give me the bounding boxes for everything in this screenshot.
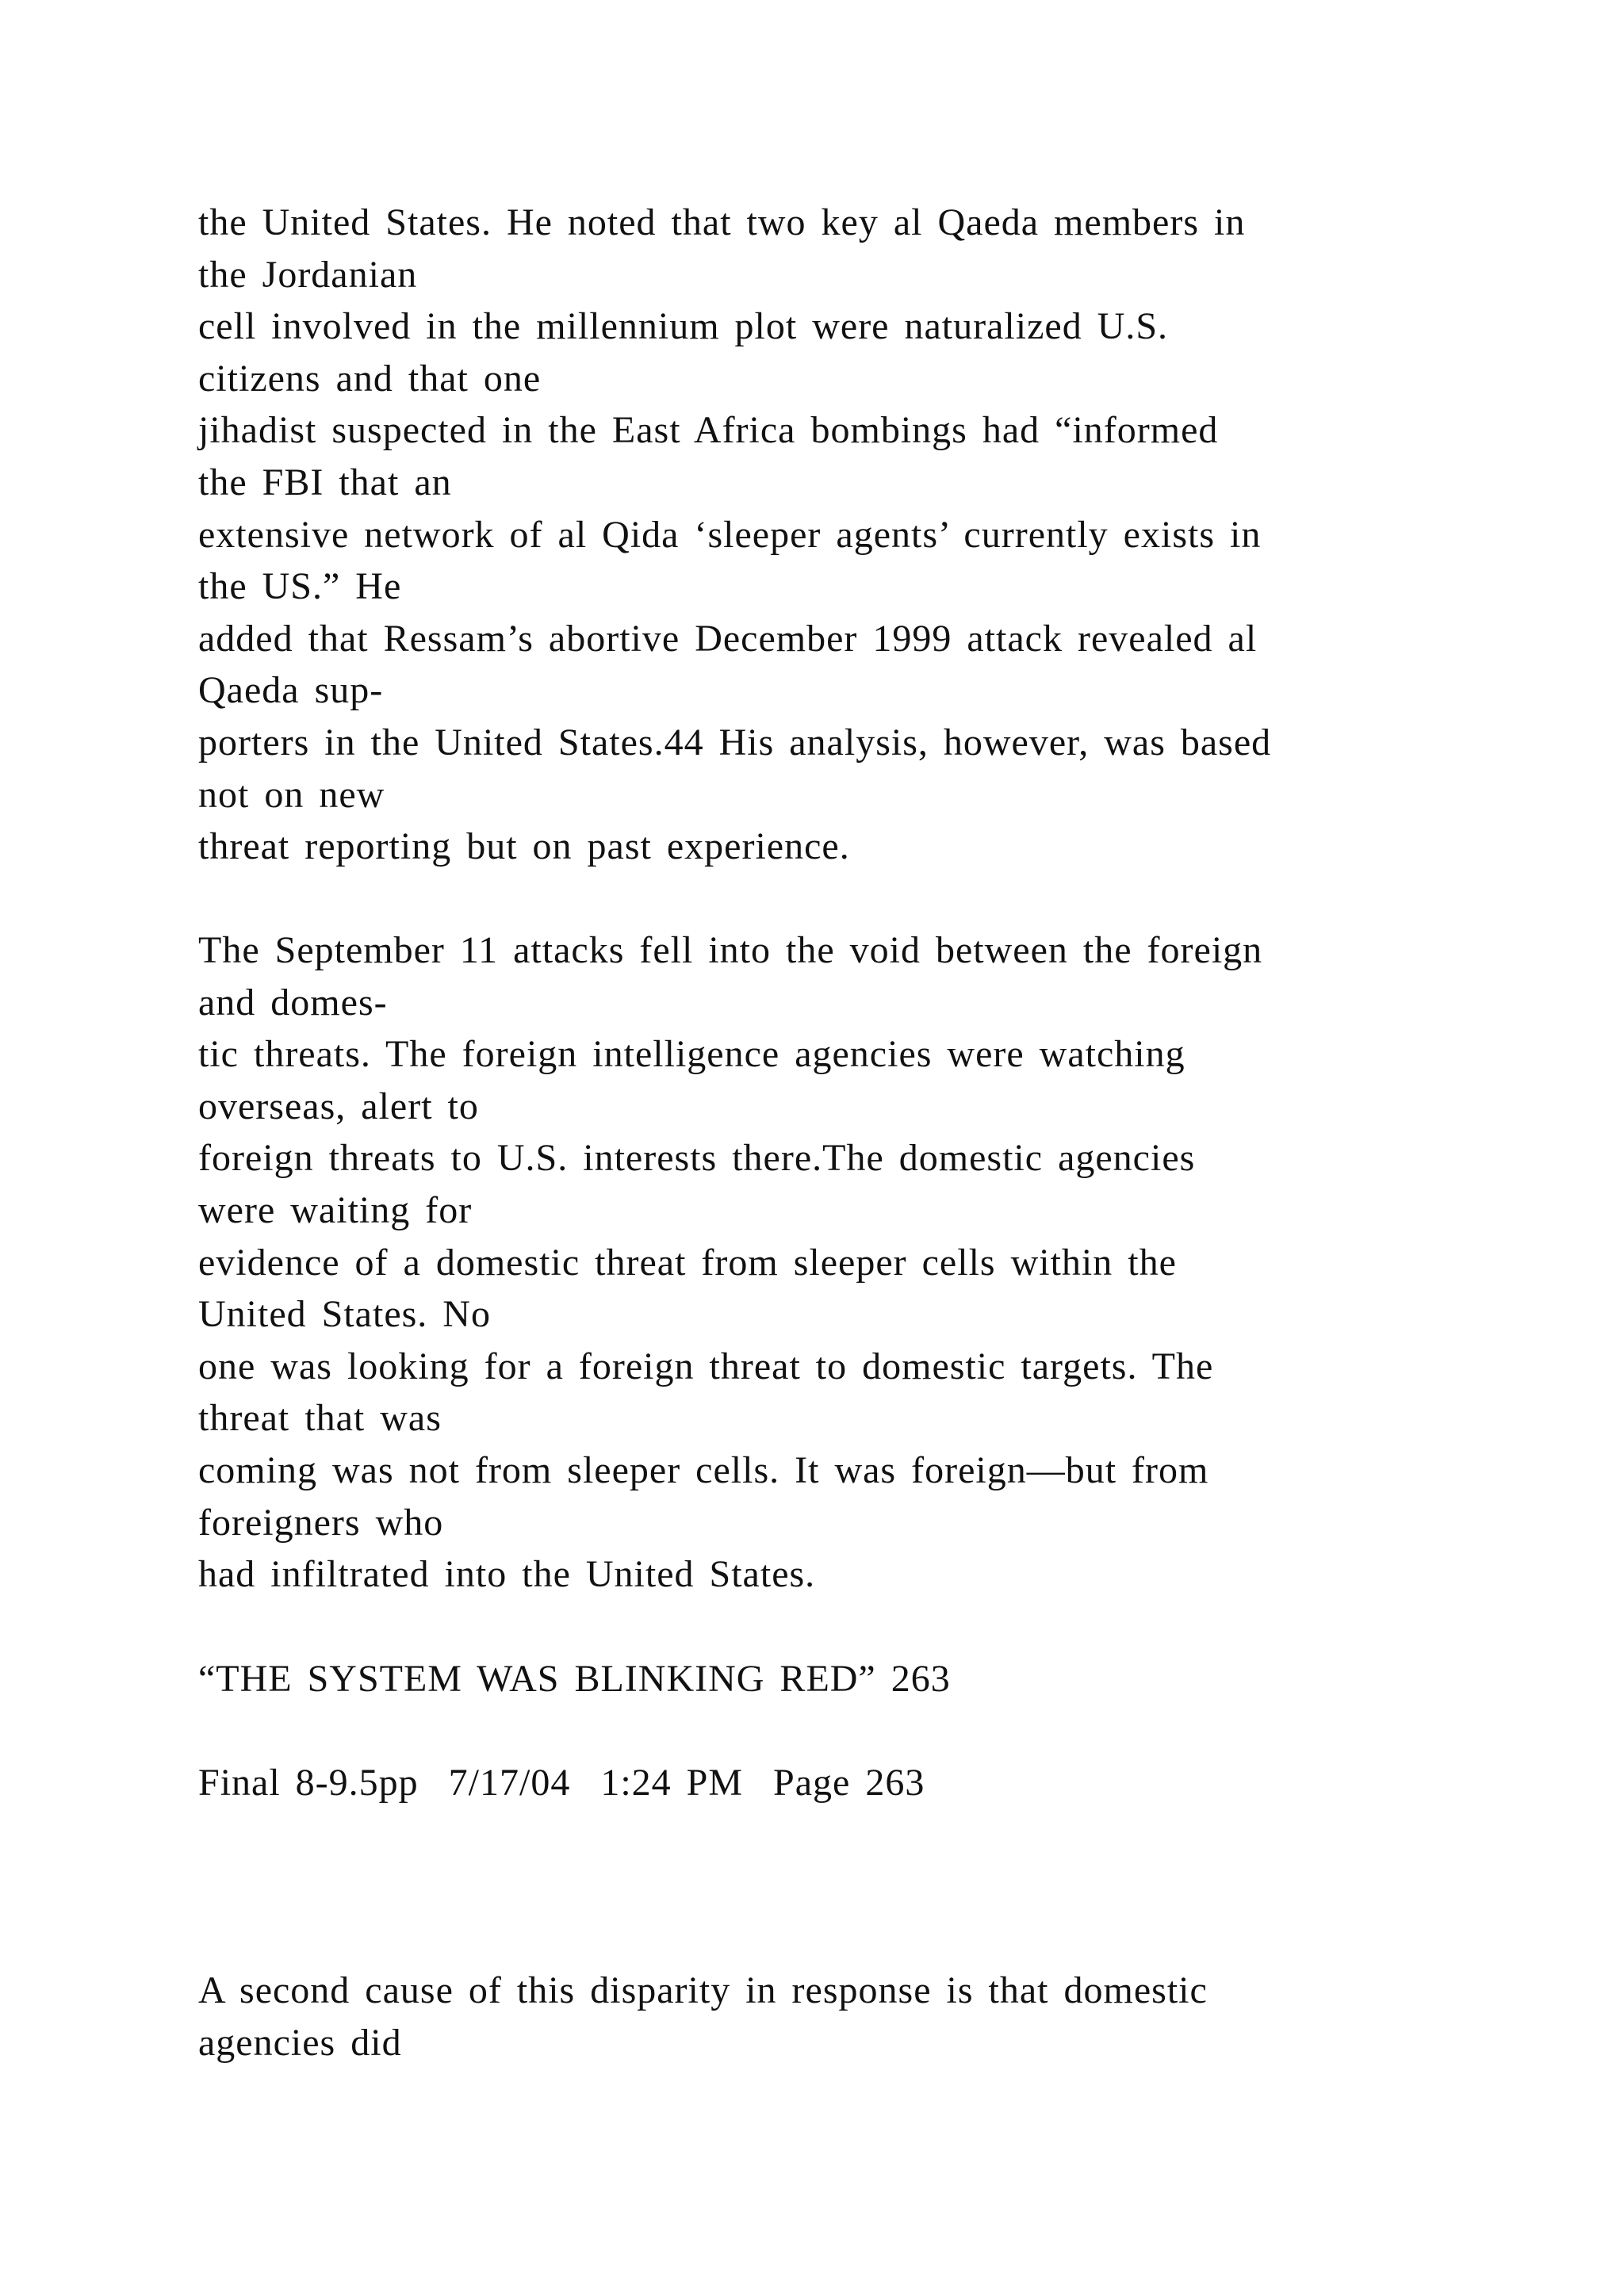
text-line: agencies did	[198, 2021, 402, 2064]
text-line: United States. No	[198, 1293, 491, 1336]
text-line: citizens and that one	[198, 357, 542, 400]
text-line: one was looking for a foreign threat to domestic targets. The	[198, 1345, 1214, 1387]
text-line: were waiting for	[198, 1188, 473, 1231]
text-line: tic threats. The foreign intelligence agencies were watching	[198, 1033, 1185, 1076]
text-line: porters in the United States.44 His analysis, however, was based	[198, 721, 1272, 763]
text-line: the FBI that an	[198, 461, 452, 503]
text-line: foreigners who	[198, 1501, 444, 1544]
text-line: A second cause of this disparity in response is that domestic	[198, 1969, 1208, 2011]
text-line: not on new	[198, 773, 385, 816]
text-line: threat that was	[198, 1397, 442, 1440]
text-line: the Jordanian	[198, 253, 418, 296]
paragraph-void-between-threats	[198, 924, 1546, 1601]
text-line: cell involved in the millennium plot were naturalized U.S.	[198, 305, 1169, 348]
text-line: Qaeda sup-	[198, 669, 384, 712]
running-head-text: “THE SYSTEM WAS BLINKING RED” 263	[198, 1658, 951, 1700]
text-line: added that Ressam’s abortive December 1999 attack revealed al	[198, 617, 1258, 660]
text-line: overseas, alert to	[198, 1085, 479, 1127]
text-line: evidence of a domestic threat from sleeper cells within the	[198, 1241, 1177, 1284]
text-line: jihadist suspected in the East Africa bombings had “informed	[198, 409, 1219, 452]
print-slug	[198, 1757, 1546, 1809]
text-line: threat reporting but on past experience.	[198, 825, 850, 868]
text-line: the US.” He	[198, 565, 402, 608]
text-line: and domes-	[198, 981, 388, 1024]
text-line: coming was not from sleeper cells. It was foreign—but from	[198, 1448, 1209, 1491]
paragraph-second-cause	[198, 1965, 1546, 2068]
print-slug-text: Final 8-9.5pp 7/17/04 1:24 PM Page 263	[198, 1762, 925, 1804]
text-line: foreign threats to U.S. interests there.The domestic agencies	[198, 1137, 1196, 1180]
paragraph-sleeper-cells	[198, 197, 1546, 873]
text-line: extensive network of al Qida ‘sleeper agents’ currently exists in	[198, 513, 1262, 556]
text-line: the United States. He noted that two key al Qaeda members in	[198, 201, 1246, 243]
running-head	[198, 1653, 1546, 1705]
text-line: had infiltrated into the United States.	[198, 1553, 816, 1596]
text-line: The September 11 attacks fell into the void between the foreign	[198, 929, 1263, 971]
